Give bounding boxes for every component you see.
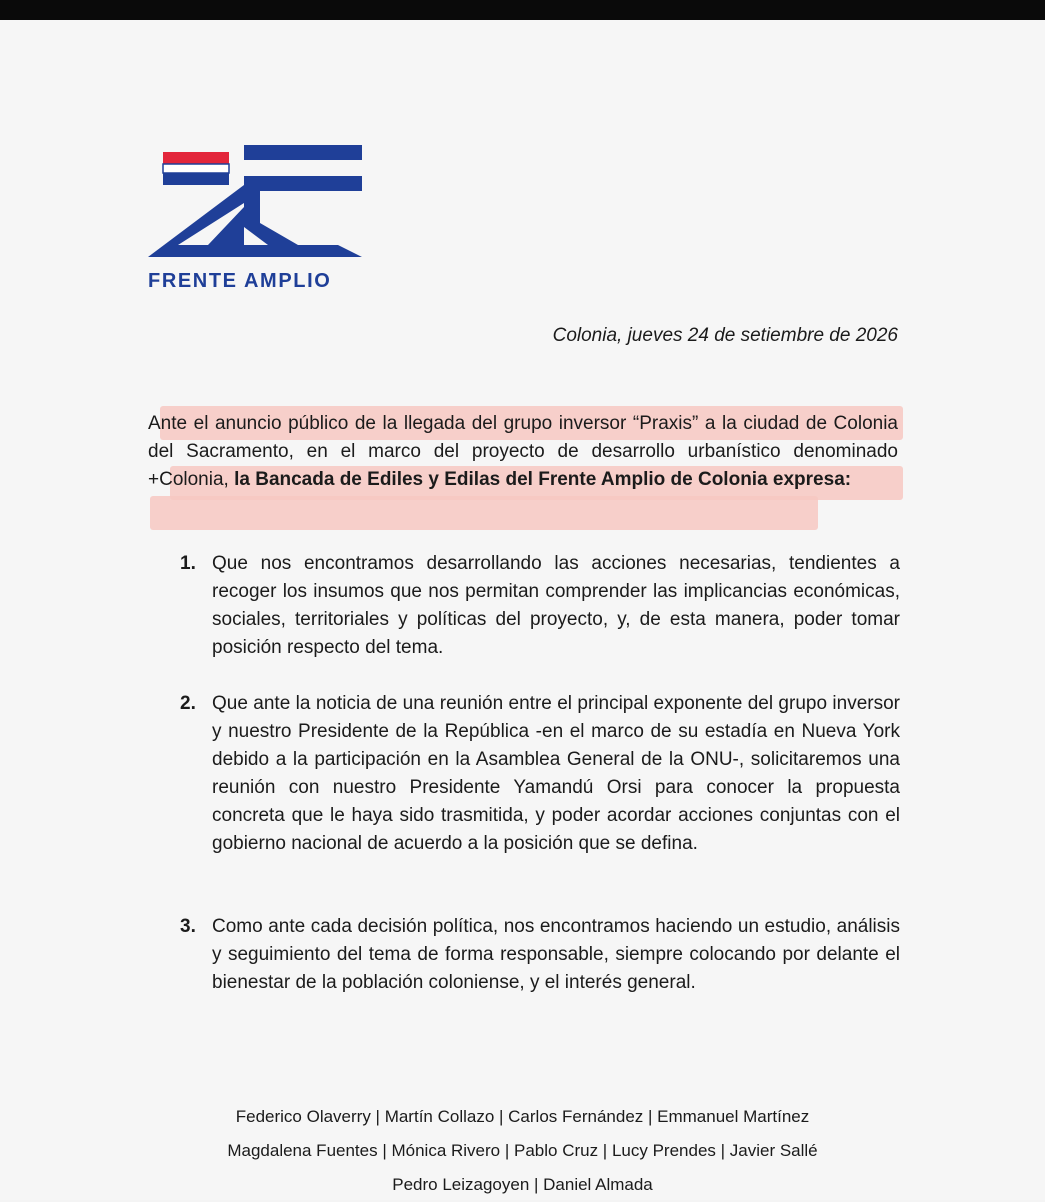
signatories: [0, 1100, 1045, 1202]
list-item: [180, 550, 900, 662]
intro-paragraph: [148, 410, 898, 494]
list-item-text: Como ante cada decisión política, nos encontramos haciendo un estudio, análisis y seguimiento del tema de forma responsable, siempre colocando por delante el bienestar de la población coloniense, y el interés general.: [212, 916, 900, 993]
list-item-number: 1.: [180, 553, 196, 574]
intro-bold-text: la Bancada de Ediles y Edilas del Frente Amplio de Colonia expresa:: [234, 469, 852, 490]
list-item-text: Que nos encontramos desarrollando las acciones necesarias, tendientes a recoger los insumos que nos permitan comprender las implicancias económicas, sociales, territoriales y políticas del proyecto, y, de esta manera, poder tomar posición respecto del tema.: [212, 553, 900, 658]
list-item: [180, 913, 900, 997]
frente-amplio-logo: [148, 145, 368, 295]
document-date: Colonia, jueves 24 de setiembre de 2026: [552, 325, 898, 346]
signatory-line: Pedro Leizagoyen | Daniel Almada: [392, 1175, 653, 1194]
list-item-text: Que ante la noticia de una reunión entre el principal exponente del grupo inversor y nuestro Presidente de la República -en el marco de su estadía en Nueva York debido a la participación en la Asamblea General de la ONU-, solicitaremos una reunión con nuestro Presidente Yamandú Orsi para conocer la propuesta concreta que le haya sido trasmitida, y poder acordar acciones conjuntas con el gobierno nacional de acuerdo a la posición que se defina.: [212, 693, 900, 854]
signatory-line: Magdalena Fuentes | Mónica Rivero | Pablo Cruz | Lucy Prendes | Javier Sallé: [227, 1141, 818, 1160]
top-bar: [0, 0, 1045, 20]
frente-amplio-emblem-icon: [148, 145, 368, 265]
list-item-number: 3.: [180, 916, 196, 937]
logo-text: FRENTE AMPLIO: [148, 270, 332, 292]
highlight-mark: [150, 496, 818, 530]
list-item-number: 2.: [180, 693, 196, 714]
signatory-line: Federico Olaverry | Martín Collazo | Carlos Fernández | Emmanuel Martínez: [235, 1107, 810, 1126]
intro-text: Ante el anuncio público de la llegada del grupo inversor “Praxis” a la ciudad de Colonia del Sacramento, en el marco del proyecto de desarrollo urbanístico denominado +Colonia,: [148, 413, 898, 490]
list-item: [180, 690, 900, 858]
